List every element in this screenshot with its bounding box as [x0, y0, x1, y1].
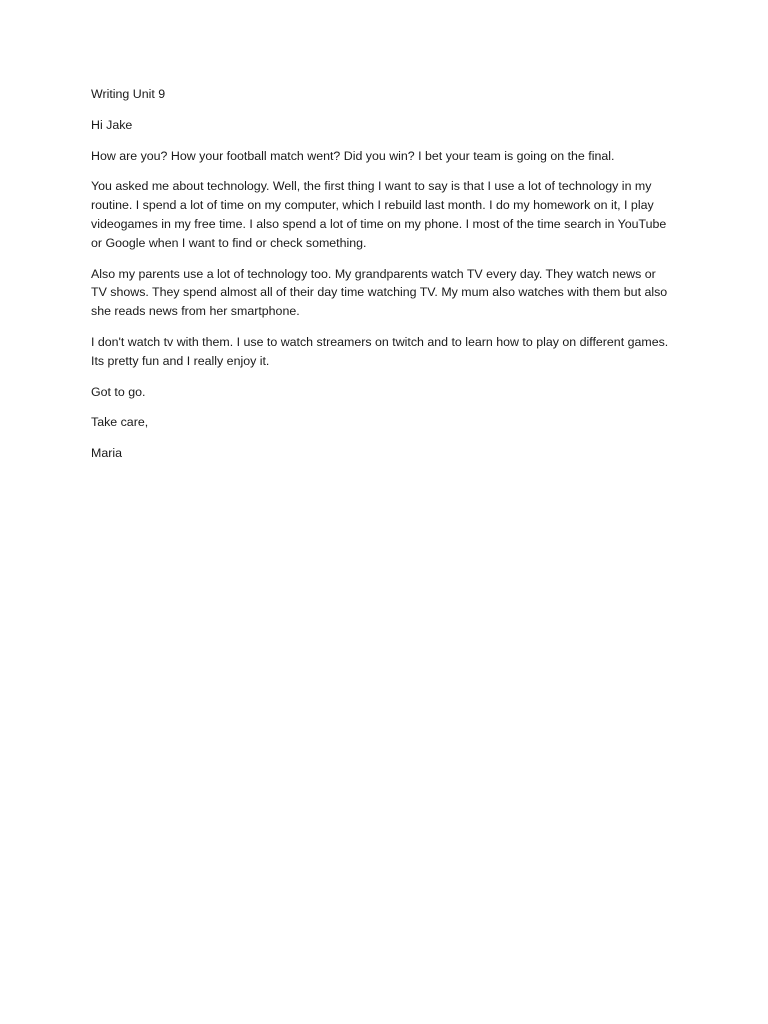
letter-closing-line: Got to go. — [91, 384, 146, 399]
document-body — [91, 85, 671, 475]
letter-sign-off: Take care, — [91, 415, 149, 430]
letter-paragraph-3: Also my parents use a lot of technology too. My grandparents watch TV every day. They watch news or TV shows. They spend almost all of their day time watching TV. My mum also watches with them but also she reads news from her smartphone. — [91, 266, 668, 319]
document-heading: Writing Unit 9 — [91, 87, 166, 101]
letter-paragraph-2: You asked me about technology. Well, the first thing I want to say is that I use a lot of technology in my routine. I spend a lot of time on my computer, which I rebuild last month. I do my homework on it, I play videogames in my free time. I also spend a lot of time on my phone. I most of the time search in YouTube or Google when I want to find or check something. — [91, 179, 667, 250]
letter-paragraph-4: I don't watch tv with them. I use to watch streamers on twitch and to learn how to play on different games. Its pretty fun and I really enjoy it. — [91, 334, 669, 368]
letter-greeting: Hi Jake — [91, 117, 133, 132]
letter-signature: Maria — [91, 446, 122, 461]
letter-paragraph-1: How are you? How your football match went? Did you win? I bet your team is going on the final. — [91, 148, 615, 163]
